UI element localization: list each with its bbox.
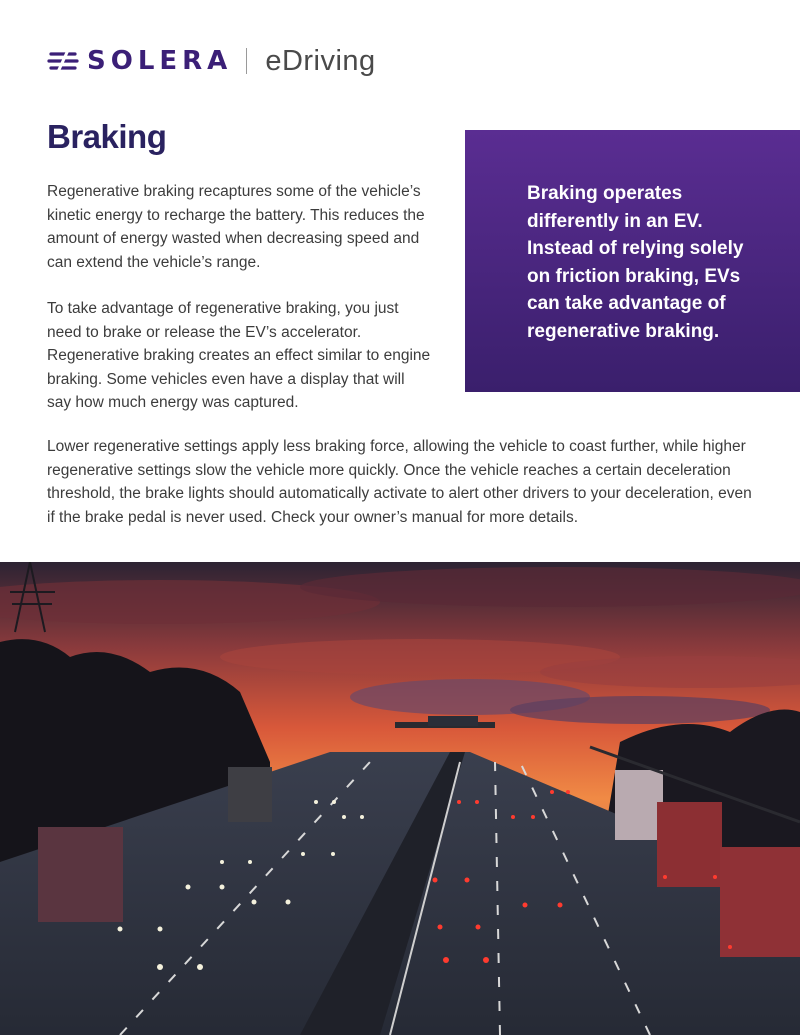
product-name: eDriving bbox=[265, 44, 376, 77]
brand-name: SOLERA bbox=[87, 46, 233, 76]
page-title: Braking bbox=[47, 118, 167, 155]
highway-sunset-photo bbox=[0, 562, 800, 1035]
logo-divider bbox=[246, 48, 247, 74]
paragraph-regenerative-intro: Regenerative braking recaptures some of the vehicle’s kinetic energy to recharge the battery. This reduces the amount of energy wasted when decreasing speed and can extend the vehicle’s range. bbox=[47, 183, 425, 271]
callout-text: Braking operates differently in an EV. Instead of relying solely on friction braking, EVs can take advantage of regenerative braking. bbox=[527, 183, 744, 342]
brand-logo bbox=[47, 40, 376, 82]
paragraph-regenerative-usage: To take advantage of regenerative braking, you just need to brake or release the EV’s accelerator. Regenerative braking creates an effect similar to engine braking. Some vehicles even have a display that will say how much energy was captured. bbox=[47, 300, 431, 411]
paragraph-regenerative-settings: Lower regenerative settings apply less braking force, allowing the vehicle to coast further, while higher regenerative settings slow the vehicle more quickly. Once the vehicle reaches a certain deceleration threshold, the brake lights should automatically activate to alert other drivers to your deceleration, even if the brake pedal is never used. Check your owner’s manual for more details. bbox=[47, 438, 752, 526]
callout-box bbox=[465, 130, 800, 392]
solera-logo-icon bbox=[47, 46, 79, 76]
